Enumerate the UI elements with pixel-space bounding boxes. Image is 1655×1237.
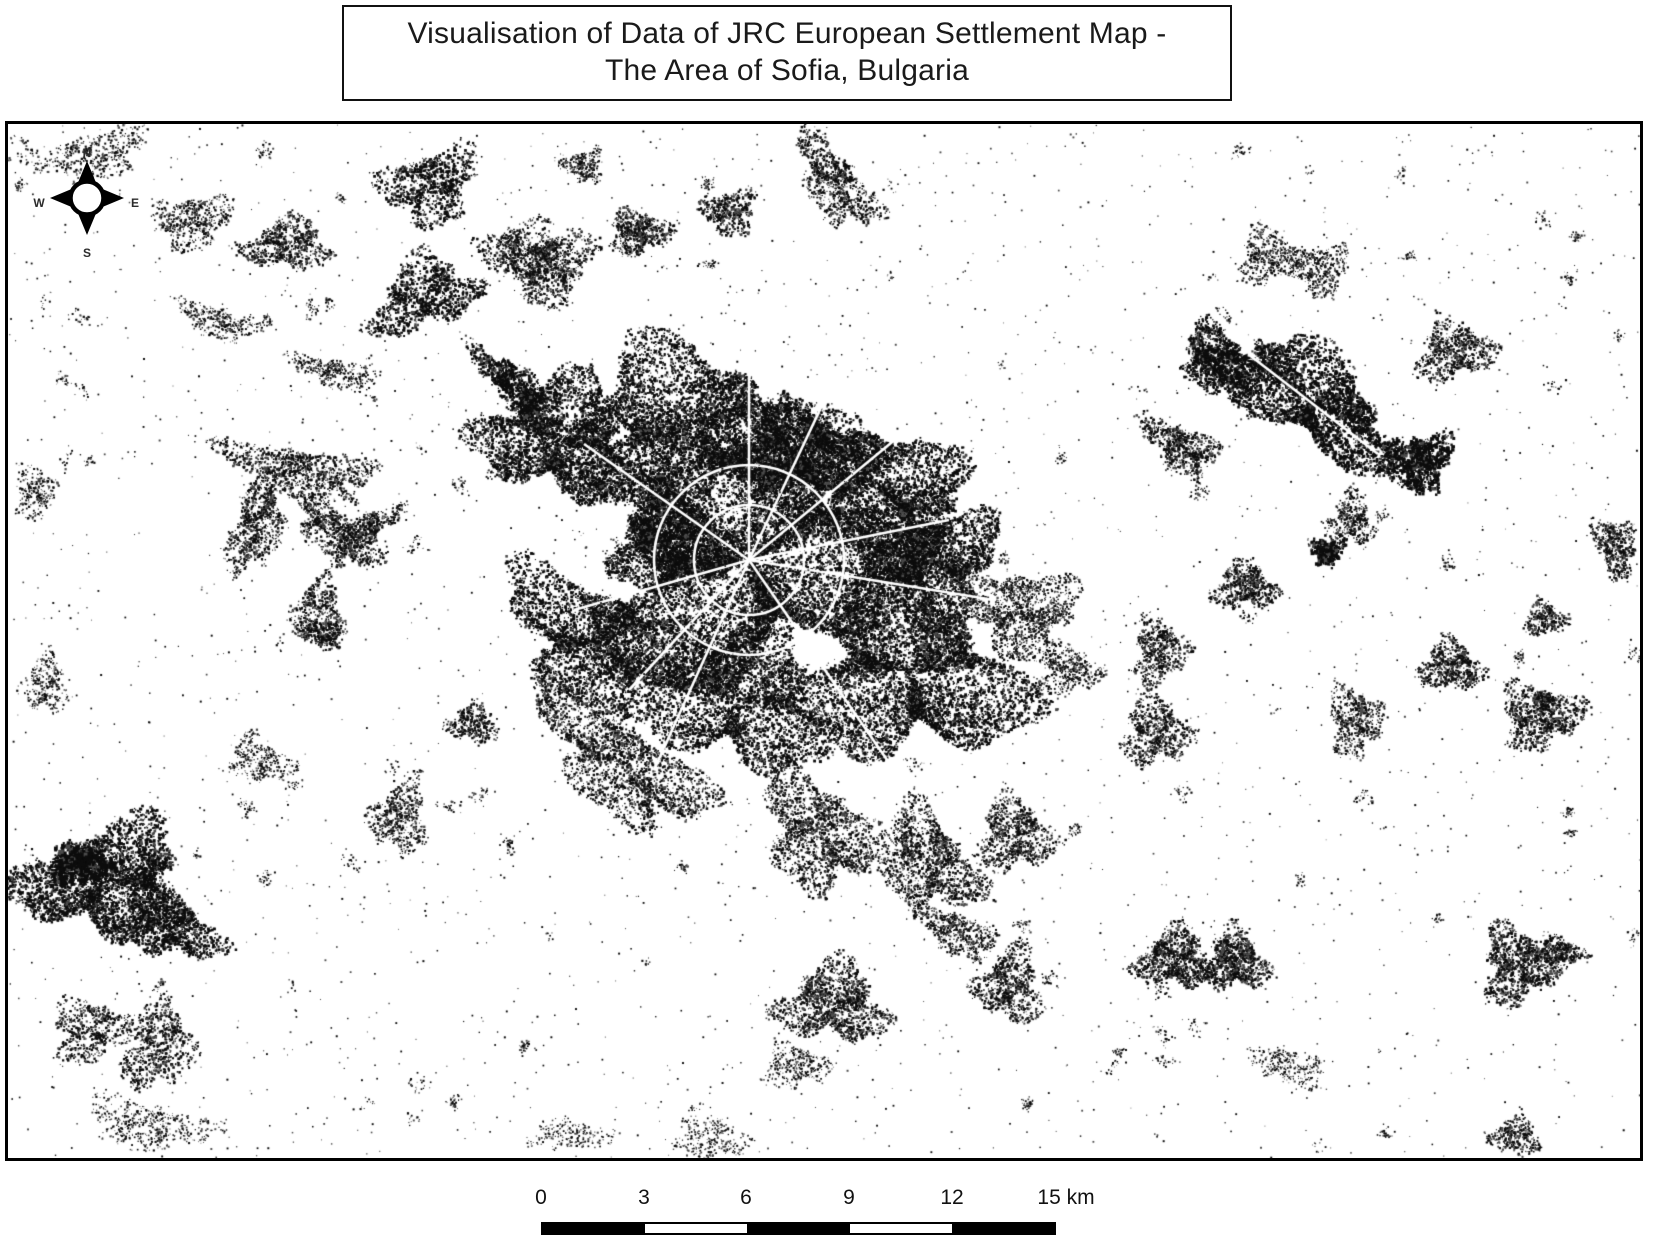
scale-label-9: 9 — [843, 1186, 855, 1209]
scale-label-15km: 15 km — [1037, 1186, 1095, 1209]
figure-title-box — [342, 5, 1232, 101]
scale-bar-segment — [747, 1224, 849, 1233]
compass-label-north: N — [82, 146, 92, 160]
scale-bar-segment — [645, 1224, 747, 1233]
scale-label-3: 3 — [638, 1186, 650, 1209]
scale-label-6: 6 — [740, 1186, 752, 1209]
scale-bar — [541, 1222, 1056, 1235]
title-line-1: Visualisation of Data of JRC European Settlement Map - — [407, 17, 1167, 50]
compass-label-east: E — [130, 196, 139, 210]
scale-label-12: 12 — [940, 1186, 964, 1209]
scale-bar-segment — [952, 1224, 1054, 1233]
title-line-2: The Area of Sofia, Bulgaria — [605, 54, 969, 87]
scale-bar-segment — [543, 1224, 645, 1233]
compass-label-south: S — [82, 246, 91, 260]
compass-label-west: W — [33, 196, 45, 210]
map-frame — [5, 121, 1643, 1161]
settlement-raster-canvas — [8, 124, 1640, 1158]
scale-bar-segment — [850, 1224, 952, 1233]
scale-label-0: 0 — [535, 1186, 547, 1209]
